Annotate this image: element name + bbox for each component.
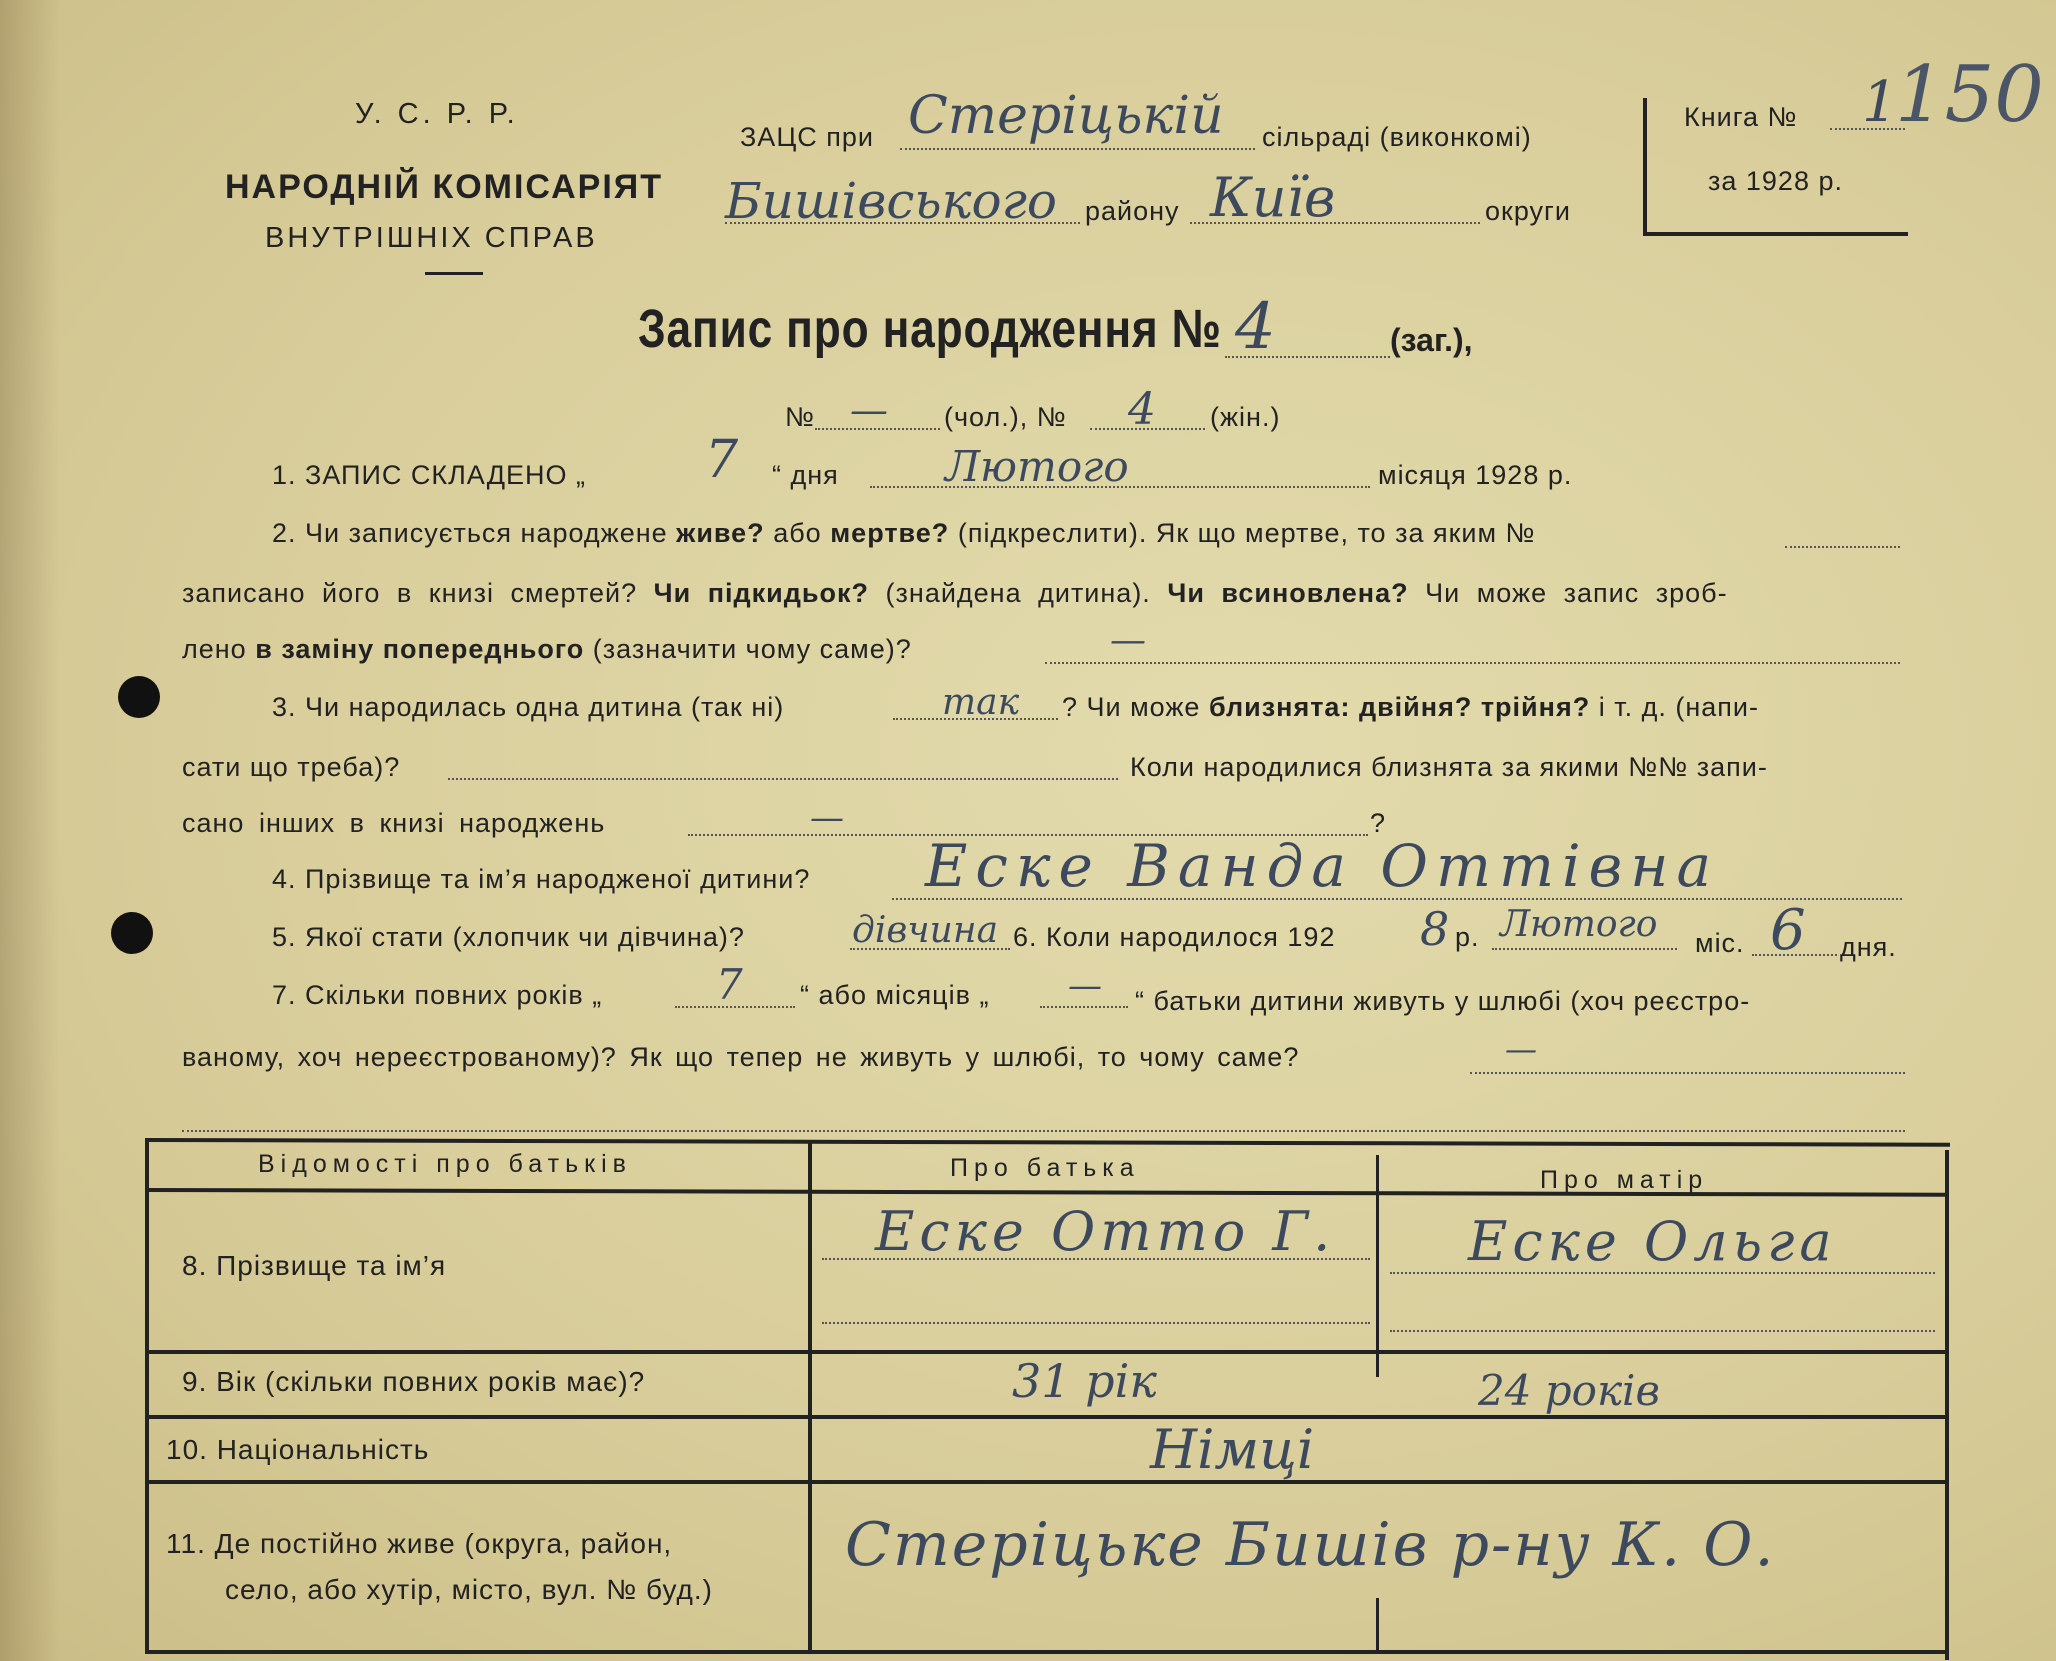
record-title: Запис про народження № <box>638 299 1222 359</box>
q7-text-a: 7. Скільки повних років „ <box>272 980 603 1010</box>
q2-alive: живе? <box>676 518 765 548</box>
q7-text-c: “ батьки дитини живуть у шлюбі (хоч реєстро- <box>1135 986 1751 1016</box>
book-box-bottom <box>1643 232 1908 236</box>
q3-line1-rest <box>1062 692 1759 723</box>
q7-reason-value: — <box>1505 1030 1537 1068</box>
father-name-line <box>822 1258 1370 1260</box>
row-residence-label-1: 11. Де постійно живе (округа, район, <box>166 1528 673 1559</box>
q2-replace-value: — <box>1110 620 1146 661</box>
q2-text-a: 2. Чи записується народжене <box>272 518 668 548</box>
female-number: 4 <box>1128 384 1156 435</box>
table-col-1 <box>808 1140 812 1652</box>
record-number: 4 <box>1235 290 1276 364</box>
record-number-line <box>1225 356 1390 358</box>
q5-label: 5. Якої стати (хлопчик чи дівчина)? <box>272 922 745 952</box>
q7-months-line <box>1040 1006 1128 1008</box>
q3-twins-line <box>448 778 1118 780</box>
q3-text-f-end: ? <box>1370 808 1387 838</box>
q2-line2 <box>182 578 1728 609</box>
mother-age: 24 років <box>1478 1366 1660 1415</box>
table-left <box>145 1138 149 1653</box>
council-label: сільраді (виконкомі) <box>1262 122 1532 152</box>
q3-text-e: Коли народилися близнята за якими №№ запи- <box>1130 752 1768 782</box>
row-residence-label-2: село, або хутір, місто, вул. № буд.) <box>225 1574 713 1605</box>
table-col-2-lower <box>1376 1598 1379 1653</box>
commissariat-title: НАРОДНІЙ КОМІСАРІЯТ <box>225 168 663 206</box>
zags-line <box>900 148 1255 150</box>
table-top <box>145 1138 1950 1147</box>
q6-year: 8 <box>1420 902 1450 956</box>
q3-text-a: 3. Чи народилась одна дитина (так ні) <box>272 692 785 722</box>
q1-day: 7 <box>705 430 739 490</box>
q2-replace-line <box>1045 662 1900 664</box>
table-bottom <box>145 1650 1945 1654</box>
col-header-mother: Про матір <box>1540 1166 1709 1194</box>
q2-foundling: Чи підкидьок? <box>653 578 870 608</box>
q2-dead: мертве? <box>830 518 950 548</box>
book-number: 1 <box>1862 70 1898 135</box>
punch-hole <box>118 676 160 718</box>
father-name: Еске Отто Г. <box>875 1200 1336 1263</box>
header-divider <box>425 272 483 275</box>
q6-day: 6 <box>1770 898 1806 963</box>
q6-month-line <box>1492 948 1677 950</box>
table-row-rule-3 <box>145 1480 1945 1484</box>
q3-text-f: сано інших в книзі народжень <box>182 808 606 838</box>
q3-text-b: ? Чи може <box>1062 692 1201 722</box>
zags-value: Стеріцькій <box>908 86 1224 146</box>
zags-label: ЗАЦС при <box>740 122 875 152</box>
table-right <box>1945 1150 1949 1660</box>
q7-years: 7 <box>716 960 743 1009</box>
punch-hole <box>111 912 153 954</box>
table-col-2 <box>1376 1155 1379 1377</box>
page-edge-shadow <box>0 0 60 1661</box>
q2-found-note: (знайдена дитина). <box>885 578 1151 608</box>
q7-text-d: ваному, хоч нереєстрованому)? Як що тепер не живуть у шлюбі, то чому саме? <box>182 1042 1300 1072</box>
male-number: — <box>850 388 888 432</box>
male-label: (чол.), № <box>944 402 1067 432</box>
q2-replace: в заміну попереднього <box>255 634 585 664</box>
q2-line1 <box>272 518 1536 549</box>
q3-text-d: сати що треба)? <box>182 752 401 782</box>
okrug-label: округи <box>1485 196 1571 226</box>
district-line <box>725 222 1080 224</box>
q1-label: 1. ЗАПИС СКЛАДЕНО „ <box>272 460 586 490</box>
book-box-left <box>1643 98 1647 236</box>
col-header-info: Відомості про батьків <box>258 1150 632 1178</box>
q1-day-label: “ дня <box>772 460 839 490</box>
col-header-father: Про батька <box>950 1154 1140 1182</box>
q7-reason-line <box>1470 1072 1905 1074</box>
q3-single-value: так <box>942 682 1020 723</box>
q4-label: 4. Прізвище та ім’я народженої дитини? <box>272 864 811 894</box>
q6-dnya: дня. <box>1840 932 1897 962</box>
q2-line3 <box>182 634 912 665</box>
record-suffix: (заг.), <box>1390 322 1473 358</box>
row-name-label: 8. Прізвище та ім’я <box>182 1250 447 1281</box>
q2-text-d: Чи може запис зроб- <box>1425 578 1728 608</box>
mother-name-line <box>1390 1272 1935 1274</box>
district-value: Бишівського <box>725 172 1057 230</box>
q1-month: Лютого <box>945 442 1129 491</box>
q2-adopted: Чи всиновлена? <box>1167 578 1409 608</box>
male-no-label: № <box>785 402 815 432</box>
table-row-rule-2 <box>145 1415 1945 1419</box>
q3-twins: близнята: двійня? трійня? <box>1208 692 1591 722</box>
okrug-value: Київ <box>1210 166 1336 229</box>
residence-value: Стеріцьке Бишів р-ну К. О. <box>845 1510 1776 1580</box>
mother-name-line-2 <box>1390 1330 1935 1332</box>
q2-text-c: записано його в книзі смертей? <box>182 578 638 608</box>
q2-death-no-line <box>1785 546 1900 548</box>
q6-label: 6. Коли народилося 192 <box>1013 922 1336 952</box>
q7-extra-line <box>182 1130 1905 1132</box>
row-nationality-label: 10. Національність <box>166 1434 430 1465</box>
corner-number: 150 <box>1895 50 2044 140</box>
book-label: Книга № <box>1684 102 1798 132</box>
q1-year: місяця 1928 р. <box>1378 460 1573 490</box>
mother-name: Еске Ольга <box>1468 1210 1837 1273</box>
q2-text-f: (зазначити чому саме)? <box>592 634 912 664</box>
commissariat-subtitle: ВНУТРІШНІХ СПРАВ <box>265 222 598 254</box>
q6-r: р. <box>1455 922 1480 952</box>
q3-text-c: і т. д. (напи- <box>1598 692 1759 722</box>
q2-text-b: (підкреслити). Як що мертве, то за яким № <box>957 518 1536 548</box>
district-label: району <box>1085 196 1180 226</box>
republic-label: У. С. Р. Р. <box>355 98 519 130</box>
row-age-label: 9. Вік (скільки повних років має)? <box>182 1366 646 1397</box>
q6-month: Лютого <box>1500 904 1658 945</box>
father-name-line-2 <box>822 1322 1370 1324</box>
q2-or: або <box>773 518 822 548</box>
q2-text-e: лено <box>182 634 247 664</box>
q3-other-value: — <box>810 798 844 838</box>
q5-sex-value: дівчина <box>852 910 999 951</box>
book-year: за 1928 р. <box>1708 166 1843 196</box>
father-age: 31 рік <box>1012 1354 1157 1408</box>
q4-child-name: Еске Ванда Оттівна <box>925 832 1720 900</box>
q7-months: — <box>1068 966 1102 1006</box>
female-label: (жін.) <box>1210 402 1281 432</box>
q7-text-b: “ або місяців „ <box>800 980 990 1010</box>
nationality-value: Німці <box>1150 1418 1315 1481</box>
q6-mis: міс. <box>1695 928 1745 958</box>
